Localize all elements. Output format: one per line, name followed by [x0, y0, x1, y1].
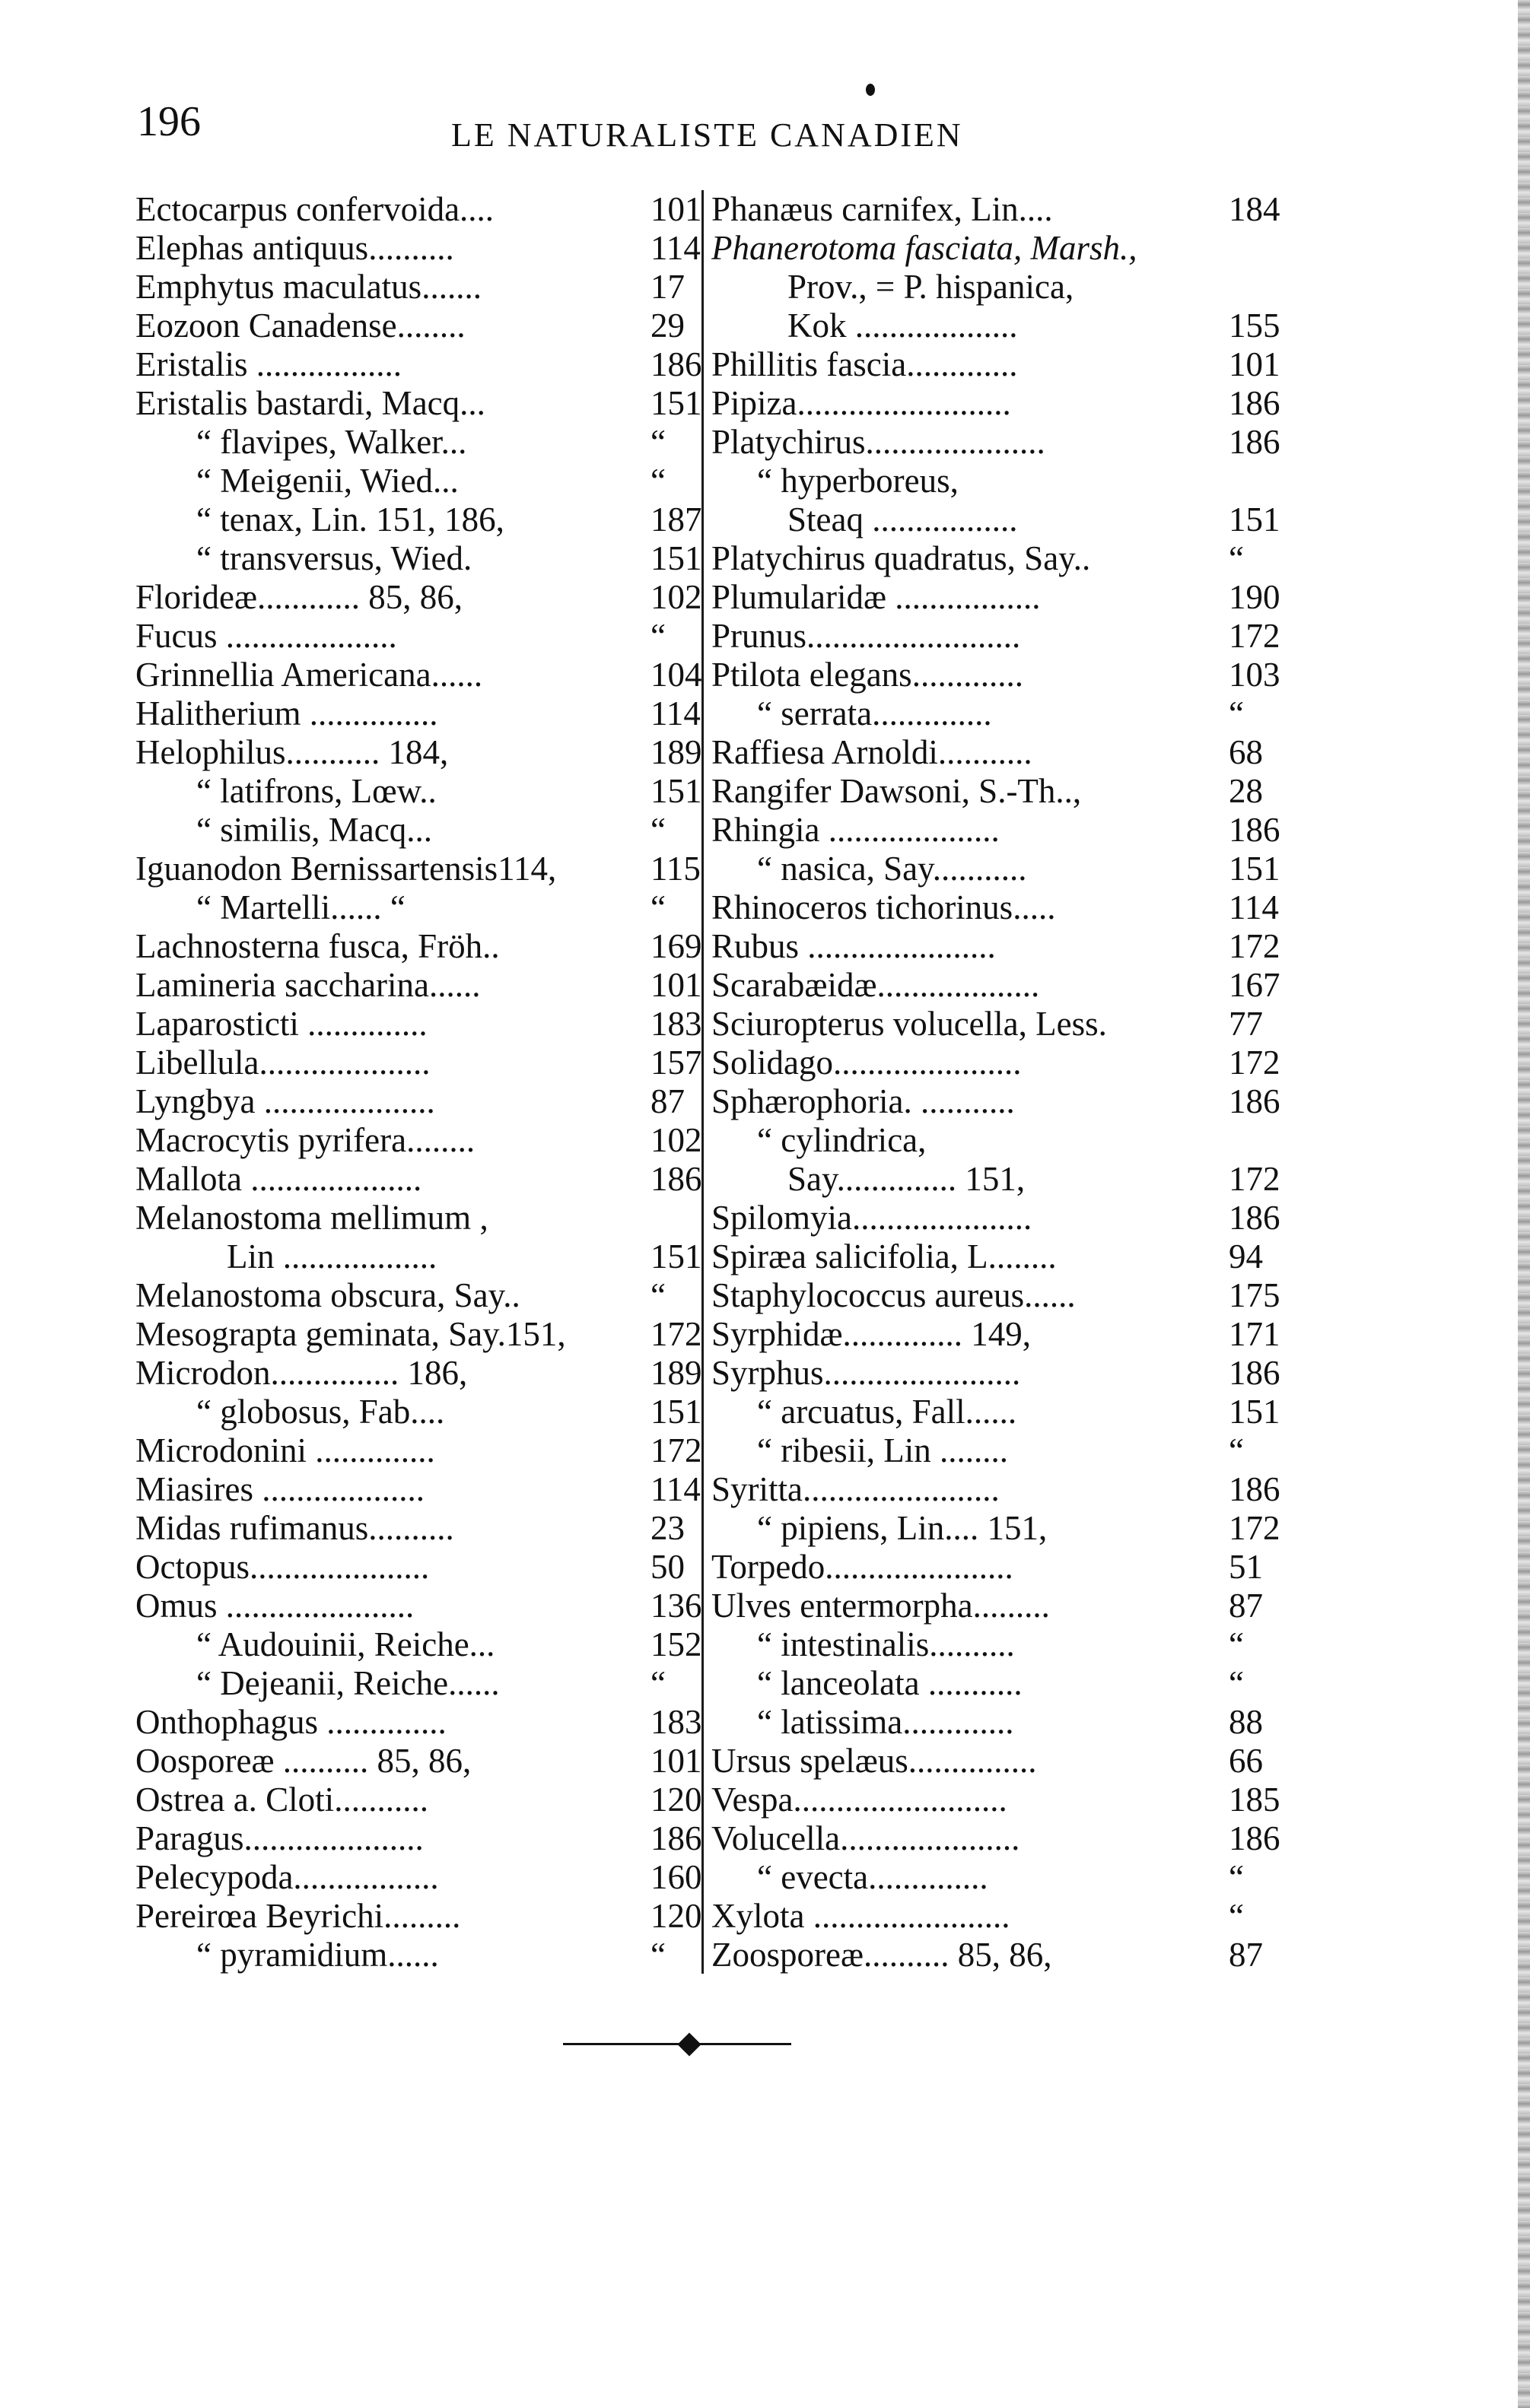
index-entry-page: 175: [1229, 1276, 1280, 1314]
index-entry: [135, 733, 702, 771]
index-entry-label: Eristalis bastardi, Macq...: [135, 384, 485, 422]
index-entry-label: Spiræa salicifolia, L........: [711, 1237, 1057, 1275]
index-entry-page: 120: [650, 1897, 702, 1935]
index-entry-label: Ectocarpus confervoida....: [135, 190, 495, 228]
index-entry-page: 68: [1229, 733, 1263, 771]
index-entry-label: Sphærophoria. ...........: [711, 1082, 1015, 1120]
index-entry: [711, 1936, 1263, 1974]
index-entry-label: Mallota ....................: [135, 1160, 422, 1198]
index-entry: [711, 1315, 1280, 1353]
index-entry-page: 28: [1229, 772, 1263, 810]
index-entry: [196, 811, 666, 849]
index-entry-page: 157: [650, 1044, 702, 1082]
index-entry: [711, 1470, 1280, 1508]
index-entry-label: Lin ..................: [227, 1237, 437, 1275]
index-entry-label: “ ribesii, Lin ........: [757, 1431, 1008, 1469]
index-entry-label: Microdonini ..............: [135, 1431, 435, 1469]
index-entry-label: “ evecta..............: [757, 1858, 988, 1896]
index-entry-label: Pipiza.........................: [711, 384, 1011, 422]
index-entry-page: “: [650, 617, 666, 655]
index-entry: [135, 656, 702, 694]
index-entry: [711, 1237, 1263, 1275]
index-entry-page: “: [650, 1276, 666, 1314]
index-entry-page: “: [1229, 1664, 1244, 1702]
index-entry: [196, 539, 702, 577]
index-entry: [711, 1044, 1280, 1082]
index-entry-page: 102: [650, 1121, 702, 1159]
index-entry: [711, 888, 1279, 926]
index-entry-label: Raffiesa Arnoldi...........: [711, 733, 1032, 771]
index-entry-label: Vespa.........................: [711, 1781, 1007, 1819]
index-entry-label: Lyngbya ....................: [135, 1082, 435, 1120]
index-entry-page: 114: [650, 694, 701, 732]
index-entry-page: 103: [1229, 656, 1280, 694]
index-entry-label: “ hyperboreus,: [757, 462, 959, 500]
index-entry-label: “ transversus, Wied.: [196, 539, 472, 577]
index-entry: [135, 1199, 488, 1237]
index-entry-page: 114: [1229, 888, 1279, 926]
index-entry-page: 184: [1229, 190, 1280, 228]
index-entry-page: 151: [650, 1393, 702, 1431]
index-entry-label: “ latissima.............: [757, 1703, 1014, 1741]
index-entry-page: 152: [650, 1625, 702, 1663]
index-entry-page: 151: [1229, 500, 1280, 538]
index-entry-label: Octopus.....................: [135, 1548, 430, 1586]
index-entry-page: 171: [1229, 1315, 1280, 1353]
index-entry: [711, 811, 1280, 849]
index-entry-page: 172: [1229, 1160, 1280, 1198]
index-entry: [135, 307, 685, 345]
index-entry: [135, 1819, 702, 1857]
index-entry-page: “: [1229, 1431, 1244, 1469]
index-entry-label: “ lanceolata ...........: [757, 1664, 1023, 1702]
index-entry: [135, 190, 702, 228]
index-entry-page: 187: [650, 500, 702, 538]
index-entry-page: 172: [1229, 1509, 1280, 1547]
index-entry-page: “: [650, 423, 666, 461]
index-entry-page: 115: [650, 850, 701, 888]
index-entry-page: 172: [1229, 617, 1280, 655]
index-entry-page: 186: [650, 1160, 702, 1198]
ornament-diamond: [677, 2032, 701, 2056]
index-entry: [135, 1354, 702, 1392]
index-entry-label: Ostrea a. Cloti...........: [135, 1781, 428, 1819]
index-entry-page: 101: [650, 190, 702, 228]
index-entry-label: Plumularidæ .................: [711, 578, 1041, 616]
index-entry-label: Say.............. 151,: [787, 1160, 1026, 1198]
index-entry-page: 136: [650, 1587, 702, 1625]
index-entry: [135, 1315, 702, 1353]
index-entry: [196, 1936, 666, 1974]
index-entry-page: 151: [650, 539, 702, 577]
index-entry: [135, 850, 701, 888]
index-entry-label: Syrphus.......................: [711, 1354, 1021, 1392]
index-entry-label: Onthophagus ..............: [135, 1703, 447, 1741]
index-entry: [135, 617, 666, 655]
index-entry-label: “ Meigenii, Wied...: [196, 462, 459, 500]
index-entry-label: “ flavipes, Walker...: [196, 423, 467, 461]
index-entry: [711, 1781, 1280, 1819]
index-entry-label: “ serrata..............: [757, 694, 992, 732]
index-entry-page: 172: [650, 1315, 702, 1353]
index-entry-page: 23: [650, 1509, 685, 1547]
index-entry-page: 169: [650, 927, 702, 965]
index-entry: [711, 1276, 1280, 1314]
index-entry-label: “ similis, Macq...: [196, 811, 432, 849]
index-entry-page: 151: [1229, 850, 1280, 888]
index-entry-page: 29: [650, 307, 685, 345]
index-entry: [711, 617, 1280, 655]
index-entry-label: Syrphidæ.............. 149,: [711, 1315, 1032, 1353]
index-entry-label: Rangifer Dawsoni, S.-Th..,: [711, 772, 1082, 810]
index-entry-label: Staphylococcus aureus......: [711, 1276, 1076, 1314]
index-entry: [135, 1781, 702, 1819]
index-entry-label: Kok ...................: [787, 307, 1018, 345]
index-entry-page: 172: [650, 1431, 702, 1469]
index-entry-page: 114: [650, 1470, 701, 1508]
index-entry-label: Laparosticti ..............: [135, 1005, 428, 1043]
index-entry: [757, 1703, 1263, 1741]
index-entry-label: “ cylindrica,: [757, 1121, 927, 1159]
index-entry: [757, 694, 1244, 732]
index-entry: [711, 384, 1280, 422]
index-entry: [711, 578, 1280, 616]
index-entry-label: Melanostoma mellimum ,: [135, 1199, 488, 1237]
index-entry-page: 185: [1229, 1781, 1280, 1819]
index-entry-page: 94: [1229, 1237, 1263, 1275]
index-entry: [711, 656, 1280, 694]
index-entry-page: 101: [650, 966, 702, 1004]
index-entry: [711, 1897, 1244, 1935]
index-entry-label: “ Dejeanii, Reiche......: [196, 1664, 500, 1702]
index-entry-label: Emphytus maculatus.......: [135, 268, 482, 306]
index-entry-page: “: [1229, 1897, 1244, 1935]
index-entry-label: Oosporeæ .......... 85, 86,: [135, 1742, 472, 1780]
index-entry-label: Rhinoceros tichorinus.....: [711, 888, 1056, 926]
index-entry-page: 167: [1229, 966, 1280, 1004]
index-entry-label: Miasires ...................: [135, 1470, 425, 1508]
index-entry-label: Elephas antiquus..........: [135, 229, 454, 267]
index-entry-label: “ intestinalis..........: [757, 1625, 1015, 1663]
index-entry-page: 186: [650, 1819, 702, 1857]
index-entry: [711, 229, 1137, 267]
index-entry-label: Eozoon Canadense........: [135, 307, 466, 345]
index-entry-page: 189: [650, 733, 702, 771]
index-entry-page: 151: [650, 384, 702, 422]
index-entry-label: “ pyramidium......: [196, 1936, 439, 1974]
index-entry: [135, 1160, 702, 1198]
index-entry: [135, 1470, 701, 1508]
index-entry-label: Ptilota elegans.............: [711, 656, 1023, 694]
running-head: LE NATURALISTE CANADIEN: [451, 116, 963, 154]
index-entry-label: Pereirœa Beyrichi.........: [135, 1897, 461, 1935]
index-entry: [711, 733, 1263, 771]
index-entry: [757, 462, 959, 500]
index-entry: [135, 1431, 702, 1469]
index-entry-page: “: [650, 462, 666, 500]
index-entry-page: “: [1229, 539, 1244, 577]
index-entry: [196, 423, 666, 461]
index-entry: [711, 927, 1280, 965]
index-entry-page: 186: [1229, 811, 1280, 849]
index-entry-page: 87: [1229, 1936, 1263, 1974]
index-entry-label: Ulves entermorpha.........: [711, 1587, 1050, 1625]
index-entry-label: Mesograpta geminata, Say.151,: [135, 1315, 566, 1353]
index-entry: [757, 1858, 1244, 1896]
index-entry-label: Spilomyia.....................: [711, 1199, 1032, 1237]
index-entry-page: 186: [1229, 1470, 1280, 1508]
index-entry-page: 51: [1229, 1548, 1263, 1586]
index-entry-label: Lamineria saccharina......: [135, 966, 481, 1004]
index-entry: [757, 1509, 1280, 1547]
index-entry-label: Zoosporeæ.......... 85, 86,: [711, 1936, 1052, 1974]
index-entry-label: Fucus ....................: [135, 617, 397, 655]
index-entry-label: “ nasica, Say...........: [757, 850, 1027, 888]
index-entry-label: Phillitis fascia.............: [711, 345, 1018, 383]
index-entry: [757, 1121, 926, 1159]
index-entry-label: Omus ......................: [135, 1587, 415, 1625]
index-entry: [787, 268, 1074, 306]
index-entry: [711, 190, 1280, 228]
index-entry-label: Syritta.......................: [711, 1470, 1000, 1508]
index-entry-page: 155: [1229, 307, 1280, 345]
index-entry-label: Platychirus quadratus, Say..: [711, 539, 1091, 577]
index-entry: [135, 1121, 702, 1159]
index-entry-page: 17: [650, 268, 685, 306]
index-entry: [227, 1237, 702, 1275]
index-entry: [135, 1742, 702, 1780]
index-entry-page: 186: [1229, 384, 1280, 422]
index-entry-page: 172: [1229, 1044, 1280, 1082]
index-entry-label: Paragus.....................: [135, 1819, 424, 1857]
index-entry-page: 66: [1229, 1742, 1263, 1780]
index-entry: [135, 384, 702, 422]
index-entry-page: 87: [1229, 1587, 1263, 1625]
index-entry: [135, 345, 702, 383]
index-entry-label: Lachnosterna fusca, Fröh..: [135, 927, 500, 965]
index-entry: [757, 1393, 1280, 1431]
index-entry: [135, 1044, 702, 1082]
index-entry-label: Volucella.....................: [711, 1819, 1020, 1857]
index-entry-page: 172: [1229, 927, 1280, 965]
index-entry: [711, 1354, 1280, 1392]
index-entry: [135, 966, 702, 1004]
index-entry-label: Prov., = P. hispanica,: [787, 268, 1074, 306]
index-entry: [196, 500, 702, 538]
index-entry: [196, 1664, 666, 1702]
index-entry-label: Libellula....................: [135, 1044, 431, 1082]
index-entry-label: Scarabæidæ...................: [711, 966, 1040, 1004]
index-entry-page: 186: [1229, 1819, 1280, 1857]
index-entry-page: 102: [650, 578, 702, 616]
index-entry-page: 87: [650, 1082, 685, 1120]
index-entry-page: 101: [650, 1742, 702, 1780]
index-entry: [135, 1897, 702, 1935]
index-entry-label: “ tenax, Lin. 151, 186,: [196, 500, 504, 538]
index-entry-page: 88: [1229, 1703, 1263, 1741]
index-entry-page: 186: [1229, 1354, 1280, 1392]
index-entry-page: “: [1229, 1858, 1244, 1896]
index-entry: [787, 307, 1280, 345]
index-entry: [711, 1742, 1263, 1780]
index-entry-page: 151: [1229, 1393, 1280, 1431]
index-entry: [135, 927, 702, 965]
index-entry-label: Melanostoma obscura, Say..: [135, 1276, 520, 1314]
index-entry: [711, 1199, 1280, 1237]
index-entry-label: Halitherium ...............: [135, 694, 438, 732]
index-entry-label: Florideæ............ 85, 86,: [135, 578, 463, 616]
index-entry: [711, 1005, 1263, 1043]
index-entry-page: “: [1229, 1625, 1244, 1663]
page-number: 196: [137, 98, 201, 145]
page-edge: [1518, 0, 1530, 2408]
index-entry: [711, 423, 1280, 461]
index-entry: [135, 229, 701, 267]
index-entry-label: Sciuropterus volucella, Less.: [711, 1005, 1107, 1043]
index-entry: [711, 539, 1244, 577]
index-entry-page: 183: [650, 1005, 702, 1043]
index-entry-label: Grinnellia Americana......: [135, 656, 483, 694]
index-entry-label: “ globosus, Fab....: [196, 1393, 445, 1431]
index-entry-page: “: [650, 811, 666, 849]
index-entry: [135, 268, 685, 306]
index-entry-label: Platychirus.....................: [711, 423, 1045, 461]
index-entry-page: 151: [650, 772, 702, 810]
index-entry-label: “ latifrons, Lœw..: [196, 772, 437, 810]
index-entry: [757, 850, 1280, 888]
index-entry: [135, 1858, 702, 1896]
index-entry: [787, 500, 1280, 538]
index-entry-label: Rubus ......................: [711, 927, 996, 965]
index-entry: [135, 1082, 685, 1120]
index-entry-label: Macrocytis pyrifera........: [135, 1121, 476, 1159]
index-entry: [196, 462, 666, 500]
index-entry: [787, 1160, 1280, 1198]
index-entry-label: Prunus.........................: [711, 617, 1021, 655]
index-entry: [711, 1819, 1280, 1857]
index-entry-label: Phanæus carnifex, Lin....: [711, 190, 1053, 228]
index-entry-label: Rhingia ....................: [711, 811, 1000, 849]
index-entry-page: 190: [1229, 578, 1280, 616]
index-entry-label: Xylota .......................: [711, 1897, 1010, 1935]
index-entry-label: “ Audouinii, Reiche...: [196, 1625, 495, 1663]
index-entry-page: 120: [650, 1781, 702, 1819]
index-entry-page: “: [1229, 694, 1244, 732]
index-entry-label: “ Martelli...... “: [196, 888, 406, 926]
index-entry-label: Solidago......................: [711, 1044, 1022, 1082]
index-entry-page: 151: [650, 1237, 702, 1275]
index-entry-page: 186: [1229, 423, 1280, 461]
ink-dot: [866, 84, 875, 96]
index-entry-page: 183: [650, 1703, 702, 1741]
index-entry: [757, 1625, 1244, 1663]
index-entry-page: 114: [650, 229, 701, 267]
index-entry: [196, 772, 702, 810]
index-entry: [711, 1587, 1263, 1625]
index-entry: [135, 1703, 702, 1741]
index-entry-label: Microdon............... 186,: [135, 1354, 468, 1392]
index-entry: [135, 1005, 702, 1043]
index-entry: [196, 888, 666, 926]
index-entry-page: 77: [1229, 1005, 1263, 1043]
index-entry-label: “ arcuatus, Fall......: [757, 1393, 1017, 1431]
index-entry: [135, 1509, 685, 1547]
index-entry-label: “ pipiens, Lin.... 151,: [757, 1509, 1048, 1547]
index-entry-label: Helophilus........... 184,: [135, 733, 449, 771]
index-entry: [135, 1548, 685, 1586]
index-entry: [196, 1393, 702, 1431]
index-entry: [135, 578, 702, 616]
index-entry: [711, 345, 1280, 383]
index-entry-label: Eristalis .................: [135, 345, 402, 383]
index-entry: [711, 1082, 1280, 1120]
index-entry-label: Steaq .................: [787, 500, 1018, 538]
index-entry-label: Pelecypoda.................: [135, 1858, 439, 1896]
index-entry-page: “: [650, 1664, 666, 1702]
index-entry-label: Phanerotoma fasciata, Marsh.,: [711, 229, 1137, 267]
index-entry-page: 186: [1229, 1082, 1280, 1120]
index-entry-page: 160: [650, 1858, 702, 1896]
index-entry-page: 50: [650, 1548, 685, 1586]
index-entry: [135, 1276, 666, 1314]
index-entry: [757, 1664, 1244, 1702]
index-entry: [757, 1431, 1244, 1469]
index-entry-label: Ursus spelæus...............: [711, 1742, 1037, 1780]
index-entry-page: 186: [650, 345, 702, 383]
index-entry-page: 104: [650, 656, 702, 694]
index-entry: [196, 1625, 702, 1663]
index-entry-label: Torpedo......................: [711, 1548, 1013, 1586]
index-entry: [135, 694, 701, 732]
index-entry-page: 189: [650, 1354, 702, 1392]
index-entry: [711, 772, 1263, 810]
index-entry: [135, 1587, 702, 1625]
index-entry: [711, 1548, 1263, 1586]
index-entry-page: “: [650, 1936, 666, 1974]
index-entry-label: Midas rufimanus..........: [135, 1509, 454, 1547]
index-entry-page: 186: [1229, 1199, 1280, 1237]
index-entry-label: Iguanodon Bernissartensis114,: [135, 850, 557, 888]
index-entry: [711, 966, 1280, 1004]
index-entry-page: 101: [1229, 345, 1280, 383]
index-entry-page: “: [650, 888, 666, 926]
